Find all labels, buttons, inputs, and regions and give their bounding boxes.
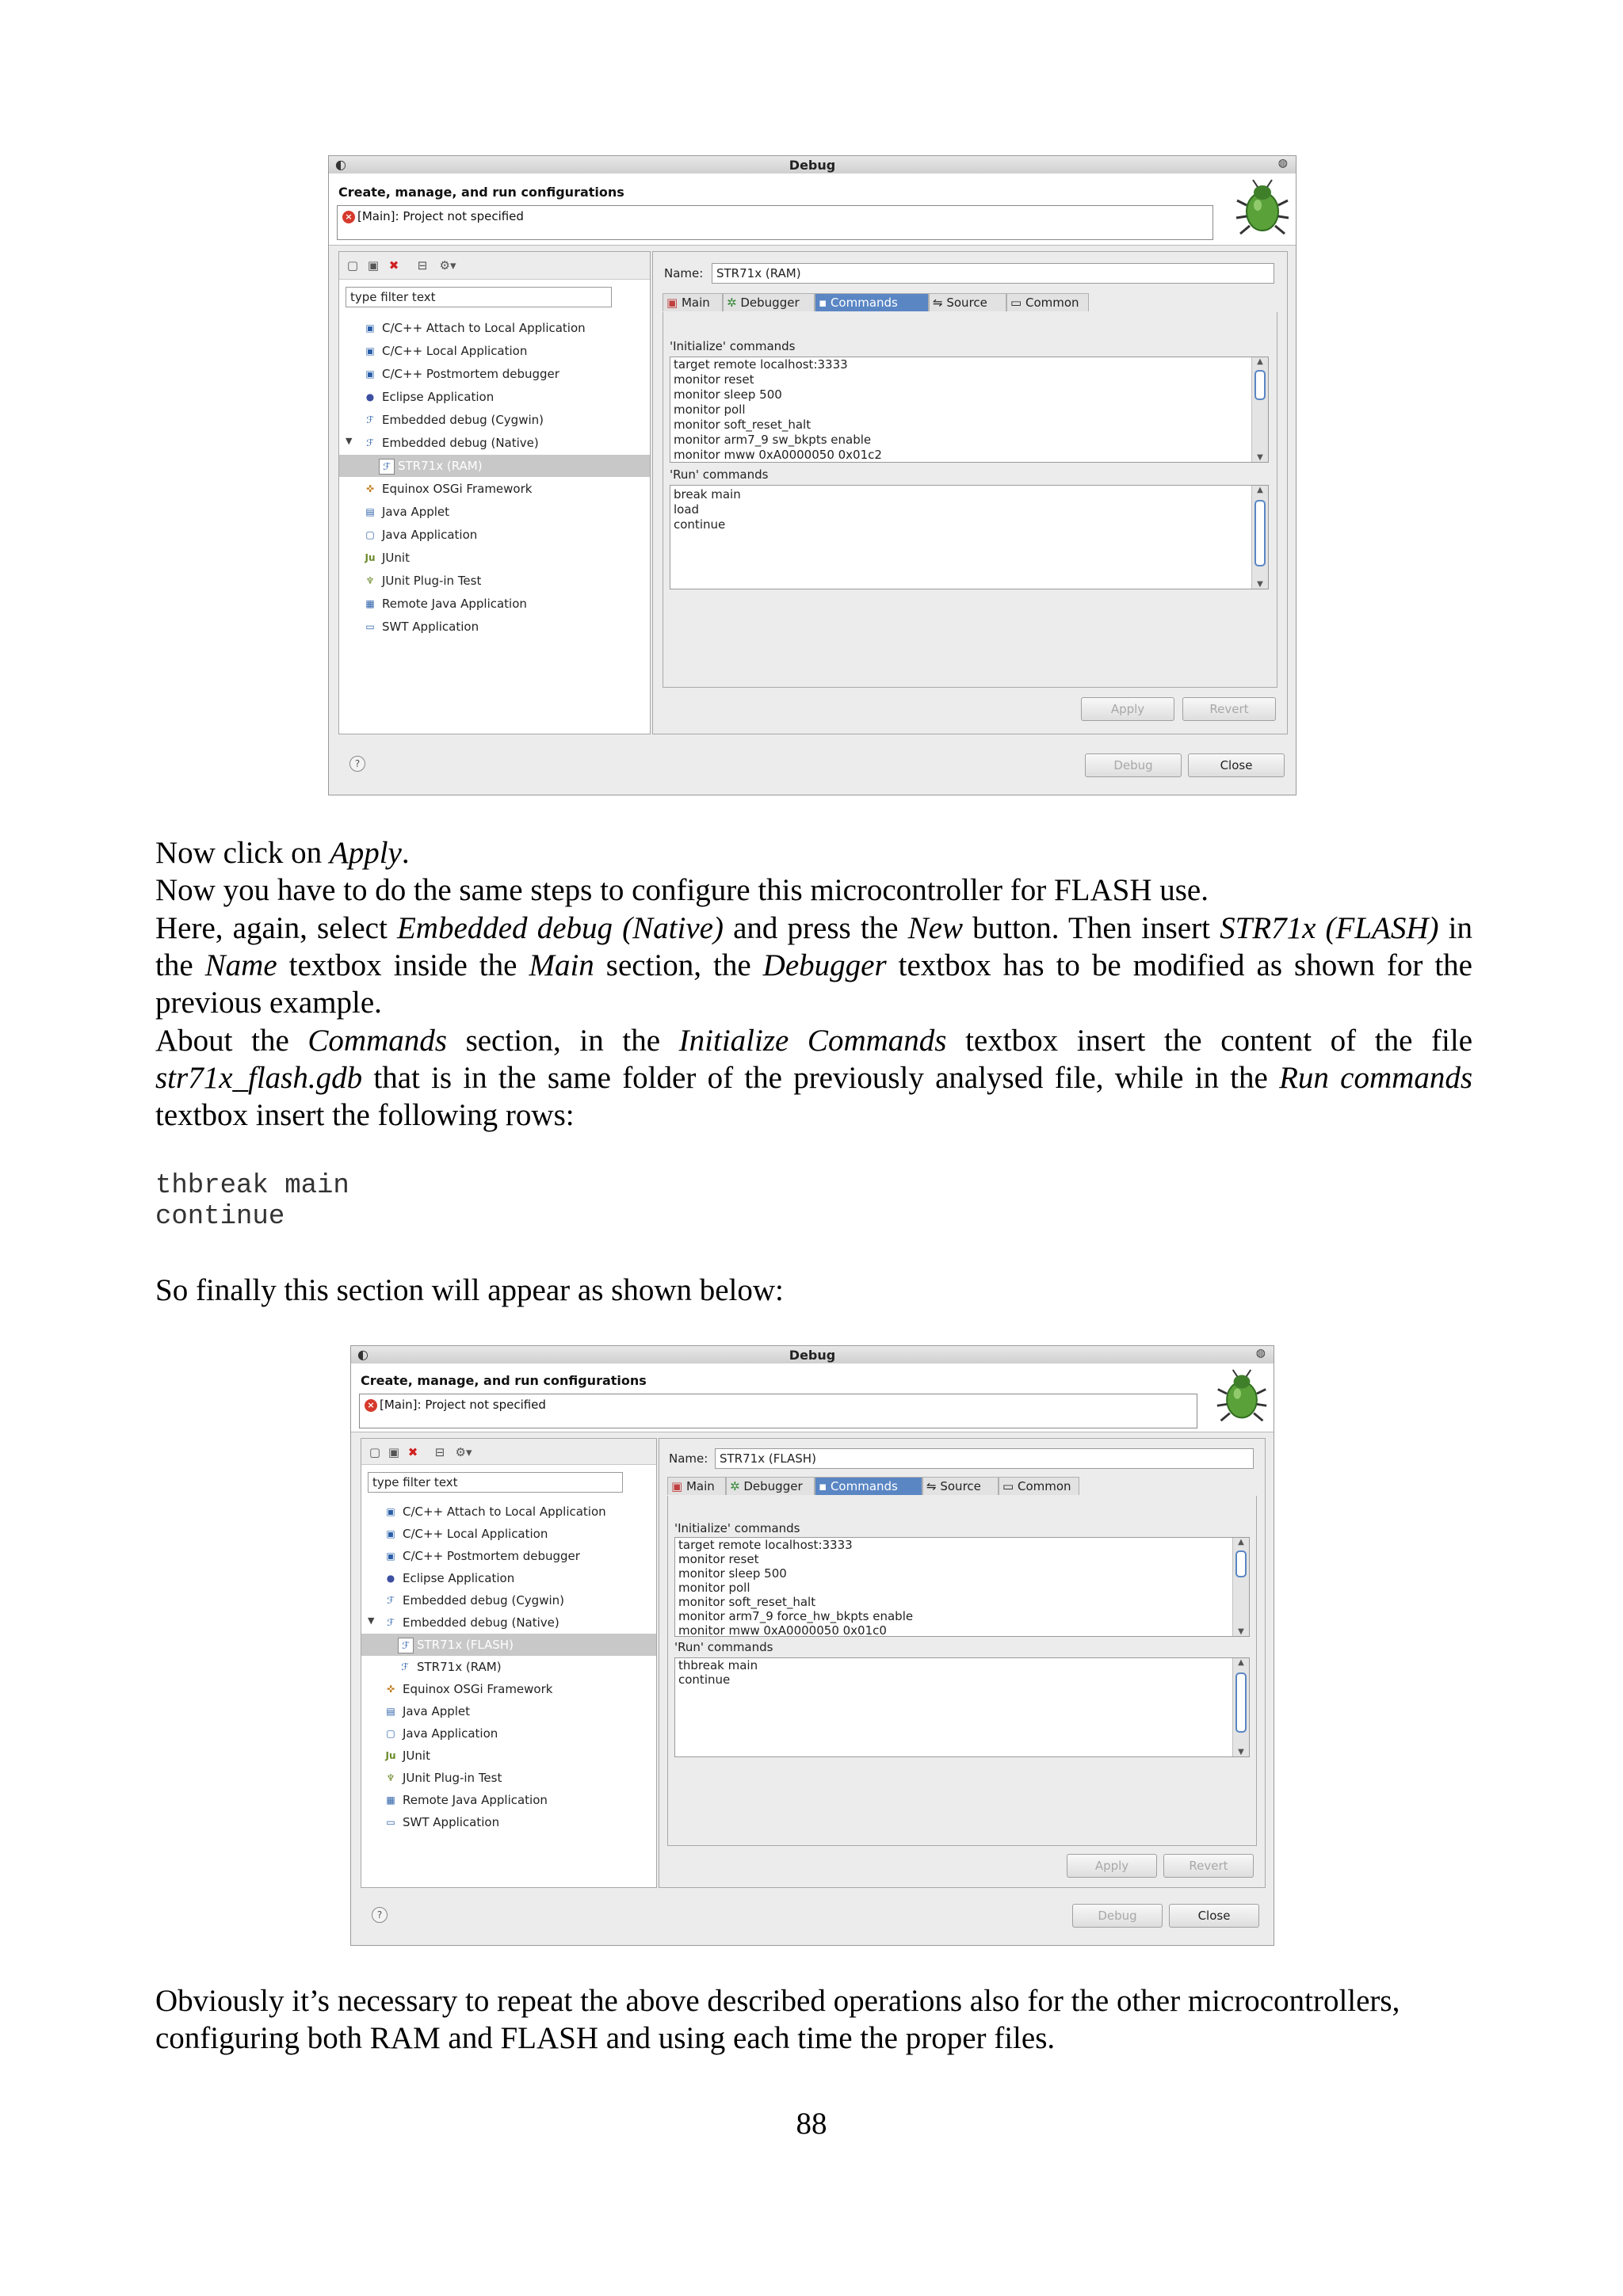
tree-item[interactable]: Ju JUnit	[339, 547, 650, 569]
main-tab-icon: ▣	[671, 1479, 683, 1493]
paragraph-select-native: Here, again, select Embedded debug (Native) and press the New button. Then insert STR71x (FLASH) in the Name textbox inside the Main section, the Debugger textbox has to be modified as shown for the previous example.	[155, 911, 1472, 1020]
run-commands-textbox[interactable]: break main load continue ▲ ▼	[670, 485, 1269, 589]
tab-commands[interactable]: ▪ Commands	[815, 1477, 922, 1495]
source-tab-icon: ⇋	[926, 1479, 937, 1493]
header-title: Create, manage, and run configurations	[338, 185, 624, 200]
new-config-icon[interactable]: ▢	[346, 258, 359, 273]
c-icon: ℱ	[398, 1638, 414, 1653]
scroll-up-icon[interactable]: ▲	[1238, 1658, 1244, 1667]
osgi-icon: ✜	[386, 1684, 395, 1695]
tab-commands[interactable]: ▪ Commands	[815, 293, 929, 311]
filter-input[interactable]: type filter text	[346, 287, 612, 307]
c-icon: ℱ	[387, 1617, 395, 1628]
junit-plugin-icon: ♆	[386, 1772, 395, 1783]
tab-debugger[interactable]: ✲ Debugger	[726, 1477, 815, 1495]
tab-common[interactable]: ▭ Common	[999, 1477, 1079, 1495]
configuration-tree-pane	[338, 251, 651, 734]
scroll-down-icon[interactable]: ▼	[1257, 580, 1263, 589]
close-button[interactable]: Close	[1169, 1904, 1259, 1928]
debug-dialog-flash	[350, 1345, 1274, 1946]
debugger-tab-icon: ✲	[730, 1479, 740, 1493]
scroll-up-icon[interactable]: ▲	[1257, 357, 1263, 366]
junit-icon: Ju	[365, 552, 376, 563]
tree-item[interactable]: ♆ JUnit Plug-in Test	[361, 1767, 656, 1789]
debug-button[interactable]: Debug	[1072, 1904, 1163, 1928]
name-label: Name:	[669, 1451, 708, 1466]
configuration-editor-pane	[659, 1438, 1266, 1888]
duplicate-config-icon[interactable]: ▣	[367, 258, 380, 273]
title-bar	[351, 1346, 1274, 1364]
configuration-tree-pane	[361, 1438, 657, 1888]
config-tabs	[663, 293, 1277, 313]
swt-icon: ▭	[386, 1817, 395, 1828]
paragraph-finally: So finally this section will appear as shown below:	[155, 1273, 784, 1307]
tab-source[interactable]: ⇋ Source	[929, 293, 1006, 311]
tree-item[interactable]: ✜ Equinox OSGi Framework	[361, 1678, 656, 1700]
scroll-up-icon[interactable]: ▲	[1257, 486, 1263, 494]
tree-item[interactable]: ▣ C/C++ Attach to Local Application	[361, 1501, 656, 1523]
tree-item[interactable]: ✜ Equinox OSGi Framework	[339, 478, 650, 500]
java-icon: ▢	[386, 1728, 395, 1739]
page-number: 88	[796, 2107, 827, 2141]
duplicate-config-icon[interactable]: ▣	[388, 1445, 400, 1459]
tree-item[interactable]: ● Eclipse Application	[361, 1567, 656, 1589]
window-title: Debug	[789, 1348, 836, 1363]
window-close-icon[interactable]: ◍	[1255, 1347, 1266, 1360]
expand-arrow-icon[interactable]: ▼	[368, 1615, 375, 1626]
name-input[interactable]: STR71x (RAM)	[712, 263, 1274, 284]
tree-item[interactable]: ▼ ℱ Embedded debug (Native)	[368, 1615, 559, 1630]
help-icon[interactable]: ?	[349, 756, 365, 772]
initialize-commands-textbox[interactable]: target remote localhost:3333 monitor reset monitor sleep 500 monitor poll monitor soft_reset_halt monitor arm7_9 force_hw_bkpts enable monitor mww 0xA0000050 0x01c0 ▲ ▼	[674, 1537, 1250, 1637]
configuration-editor-pane	[652, 251, 1288, 734]
c-icon: ▣	[365, 322, 375, 334]
common-tab-icon: ▭	[1010, 296, 1022, 310]
tree-toolbar	[361, 1439, 656, 1465]
code-line: continue	[155, 1202, 285, 1232]
tab-common[interactable]: ▭ Common	[1006, 293, 1089, 311]
tree-item[interactable]: ▢ Java Application	[361, 1722, 656, 1745]
tree-item[interactable]: ▦ Remote Java Application	[361, 1789, 656, 1811]
run-commands-label: 'Run' commands	[674, 1640, 773, 1654]
scroll-up-icon[interactable]: ▲	[1238, 1538, 1244, 1547]
commands-tab-icon: ▪	[819, 1479, 827, 1493]
common-tab-icon: ▭	[1002, 1479, 1014, 1493]
tree-item[interactable]: ▢ Java Application	[339, 524, 650, 546]
name-input[interactable]: STR71x (FLASH)	[715, 1448, 1254, 1469]
scroll-thumb[interactable]	[1235, 1550, 1247, 1577]
window-title: Debug	[789, 158, 836, 173]
c-icon: ▣	[386, 1550, 395, 1562]
commands-tab-body	[667, 1496, 1257, 1846]
dialog-header	[351, 1363, 1274, 1432]
source-tab-icon: ⇋	[933, 296, 943, 310]
run-commands-textbox[interactable]: thbreak main continue ▲ ▼	[674, 1657, 1250, 1757]
initialize-commands-textbox[interactable]: target remote localhost:3333 monitor reset monitor sleep 500 monitor poll monitor soft_reset_halt monitor arm7_9 sw_bkpts enable monitor mww 0xA0000050 0x01c2 ▲ ▼	[670, 357, 1269, 463]
tree-item[interactable]: Ju JUnit	[361, 1745, 656, 1767]
tree-item[interactable]: ▣ C/C++ Postmortem debugger	[339, 363, 650, 385]
tree-item[interactable]: ▭ SWT Application	[339, 616, 650, 638]
tree-item[interactable]: ▦ Remote Java Application	[339, 593, 650, 615]
paragraph-apply: Now click on Apply.	[155, 836, 410, 870]
initialize-scrollbar[interactable]	[1232, 1538, 1249, 1636]
c-icon: ▣	[386, 1528, 395, 1539]
commands-tab-icon: ▪	[819, 296, 827, 310]
tree-item[interactable]: ℱ Embedded debug (Cygwin)	[361, 1589, 656, 1611]
revert-button[interactable]: Revert	[1182, 697, 1276, 721]
osgi-icon: ✜	[365, 483, 375, 494]
header-title: Create, manage, and run configurations	[361, 1373, 647, 1388]
initialize-commands-label: 'Initialize' commands	[670, 339, 796, 353]
error-message: [Main]: Project not specified	[380, 1398, 546, 1412]
applet-icon: ▤	[386, 1706, 395, 1717]
window-menu-icon[interactable]: ◐	[335, 157, 346, 172]
scroll-down-icon[interactable]: ▼	[1257, 453, 1263, 462]
error-message-box	[359, 1394, 1197, 1428]
eclipse-icon: ●	[365, 391, 375, 402]
tree-item[interactable]: ♆ JUnit Plug-in Test	[339, 570, 650, 592]
tree-item[interactable]: ▣ C/C++ Postmortem debugger	[361, 1545, 656, 1567]
c-icon: ▣	[365, 368, 375, 379]
name-label: Name:	[664, 266, 704, 280]
bug-icon	[1215, 1368, 1269, 1424]
debugger-tab-icon: ✲	[727, 296, 737, 310]
remote-icon: ▦	[386, 1794, 395, 1806]
title-bar	[329, 156, 1296, 174]
run-scrollbar[interactable]	[1232, 1658, 1249, 1756]
c-icon: ℱ	[387, 1595, 395, 1606]
close-button[interactable]: Close	[1188, 753, 1285, 777]
eclipse-icon: ●	[386, 1573, 395, 1584]
tree-item[interactable]: ▣ C/C++ Attach to Local Application	[339, 317, 650, 339]
error-icon: ×	[365, 1399, 377, 1412]
tab-debugger[interactable]: ✲ Debugger	[723, 293, 815, 311]
apply-button[interactable]: Apply	[1081, 697, 1174, 721]
c-icon: ▣	[365, 345, 375, 357]
java-icon: ▢	[365, 529, 375, 540]
tree-item[interactable]: ▤ Java Applet	[339, 501, 650, 523]
c-icon: ℱ	[366, 414, 374, 425]
swt-icon: ▭	[365, 621, 375, 632]
bug-icon	[1234, 178, 1291, 237]
filter-input[interactable]: type filter text	[368, 1472, 623, 1493]
remote-icon: ▦	[365, 598, 375, 609]
dialog-header	[329, 174, 1296, 246]
new-config-icon[interactable]: ▢	[369, 1445, 381, 1459]
filter-menu-icon[interactable]: ⚙▾	[439, 258, 456, 273]
collapse-all-icon[interactable]: ⊟	[417, 258, 428, 273]
tab-main[interactable]: ▣ Main	[667, 1477, 726, 1495]
c-icon: ℱ	[366, 437, 374, 448]
error-message-box	[337, 205, 1213, 240]
filter-menu-icon[interactable]: ⚙▾	[455, 1445, 472, 1459]
error-message: [Main]: Project not specified	[357, 209, 524, 223]
scroll-down-icon[interactable]: ▼	[1238, 1627, 1244, 1636]
tree-item[interactable]: ℱ STR71x (RAM)	[361, 1656, 656, 1678]
window-menu-icon[interactable]: ◐	[357, 1347, 369, 1362]
junit-plugin-icon: ♆	[365, 575, 375, 586]
paragraph-repeat: Obviously it’s necessary to repeat the above described operations also for the other microcontrollers, configuring both RAM and FLASH and using each time the proper files.	[155, 1984, 1400, 2055]
delete-config-icon[interactable]: ✖	[388, 258, 399, 273]
tree-item[interactable]: ▼ ℱ Embedded debug (Native)	[346, 436, 539, 450]
main-tab-icon: ▣	[666, 296, 678, 310]
revert-button[interactable]: Revert	[1163, 1854, 1254, 1878]
initialize-scrollbar[interactable]	[1251, 357, 1268, 462]
tree-item[interactable]: ℱ Embedded debug (Cygwin)	[339, 409, 650, 431]
c-icon: ℱ	[401, 1661, 409, 1672]
help-icon[interactable]: ?	[372, 1907, 388, 1923]
run-commands-label: 'Run' commands	[670, 467, 769, 482]
tree-item[interactable]: ▣ C/C++ Local Application	[339, 340, 650, 362]
debug-button[interactable]: Debug	[1085, 753, 1182, 777]
initialize-commands-label: 'Initialize' commands	[674, 1521, 800, 1535]
tree-item[interactable]: ● Eclipse Application	[339, 386, 650, 408]
tree-item[interactable]: ▭ SWT Application	[361, 1811, 656, 1833]
tree-item[interactable]: ▤ Java Applet	[361, 1700, 656, 1722]
scroll-thumb[interactable]	[1235, 1672, 1247, 1733]
code-line: thbreak main	[155, 1171, 349, 1201]
scroll-thumb[interactable]	[1254, 370, 1266, 400]
collapse-all-icon[interactable]: ⊟	[434, 1445, 445, 1459]
error-icon: ×	[342, 211, 355, 223]
tab-main[interactable]: ▣ Main	[663, 293, 723, 311]
applet-icon: ▤	[365, 506, 375, 517]
expand-arrow-icon[interactable]: ▼	[346, 436, 353, 446]
apply-button[interactable]: Apply	[1067, 1854, 1157, 1878]
tab-source[interactable]: ⇋ Source	[922, 1477, 999, 1495]
c-icon: ▣	[386, 1506, 395, 1517]
debug-dialog-ram	[328, 155, 1296, 795]
scroll-down-icon[interactable]: ▼	[1238, 1748, 1244, 1756]
tree-item-selected[interactable]: ℱ STR71x (RAM)	[339, 455, 650, 477]
tree-toolbar	[339, 252, 650, 280]
c-icon: ℱ	[379, 459, 395, 475]
scroll-thumb[interactable]	[1254, 500, 1266, 566]
junit-icon: Ju	[385, 1750, 396, 1761]
paragraph-flash-steps: Now you have to do the same steps to configure this microcontroller for FLASH use.	[155, 873, 1209, 907]
tree-item[interactable]: ▣ C/C++ Local Application	[361, 1523, 656, 1545]
window-close-icon[interactable]: ◍	[1277, 157, 1288, 170]
paragraph-commands-section: About the Commands section, in the Initialize Commands textbox insert the content of the file str71x_flash.gdb that is in the same folder of the previously analysed file, while in the Run commands textbox insert the following rows:	[155, 1024, 1473, 1132]
delete-config-icon[interactable]: ✖	[407, 1445, 418, 1459]
tree-item-selected[interactable]: ℱ STR71x (FLASH)	[361, 1634, 656, 1656]
config-tabs	[667, 1477, 1257, 1497]
run-scrollbar[interactable]	[1251, 486, 1268, 589]
commands-tab-body	[663, 312, 1277, 688]
